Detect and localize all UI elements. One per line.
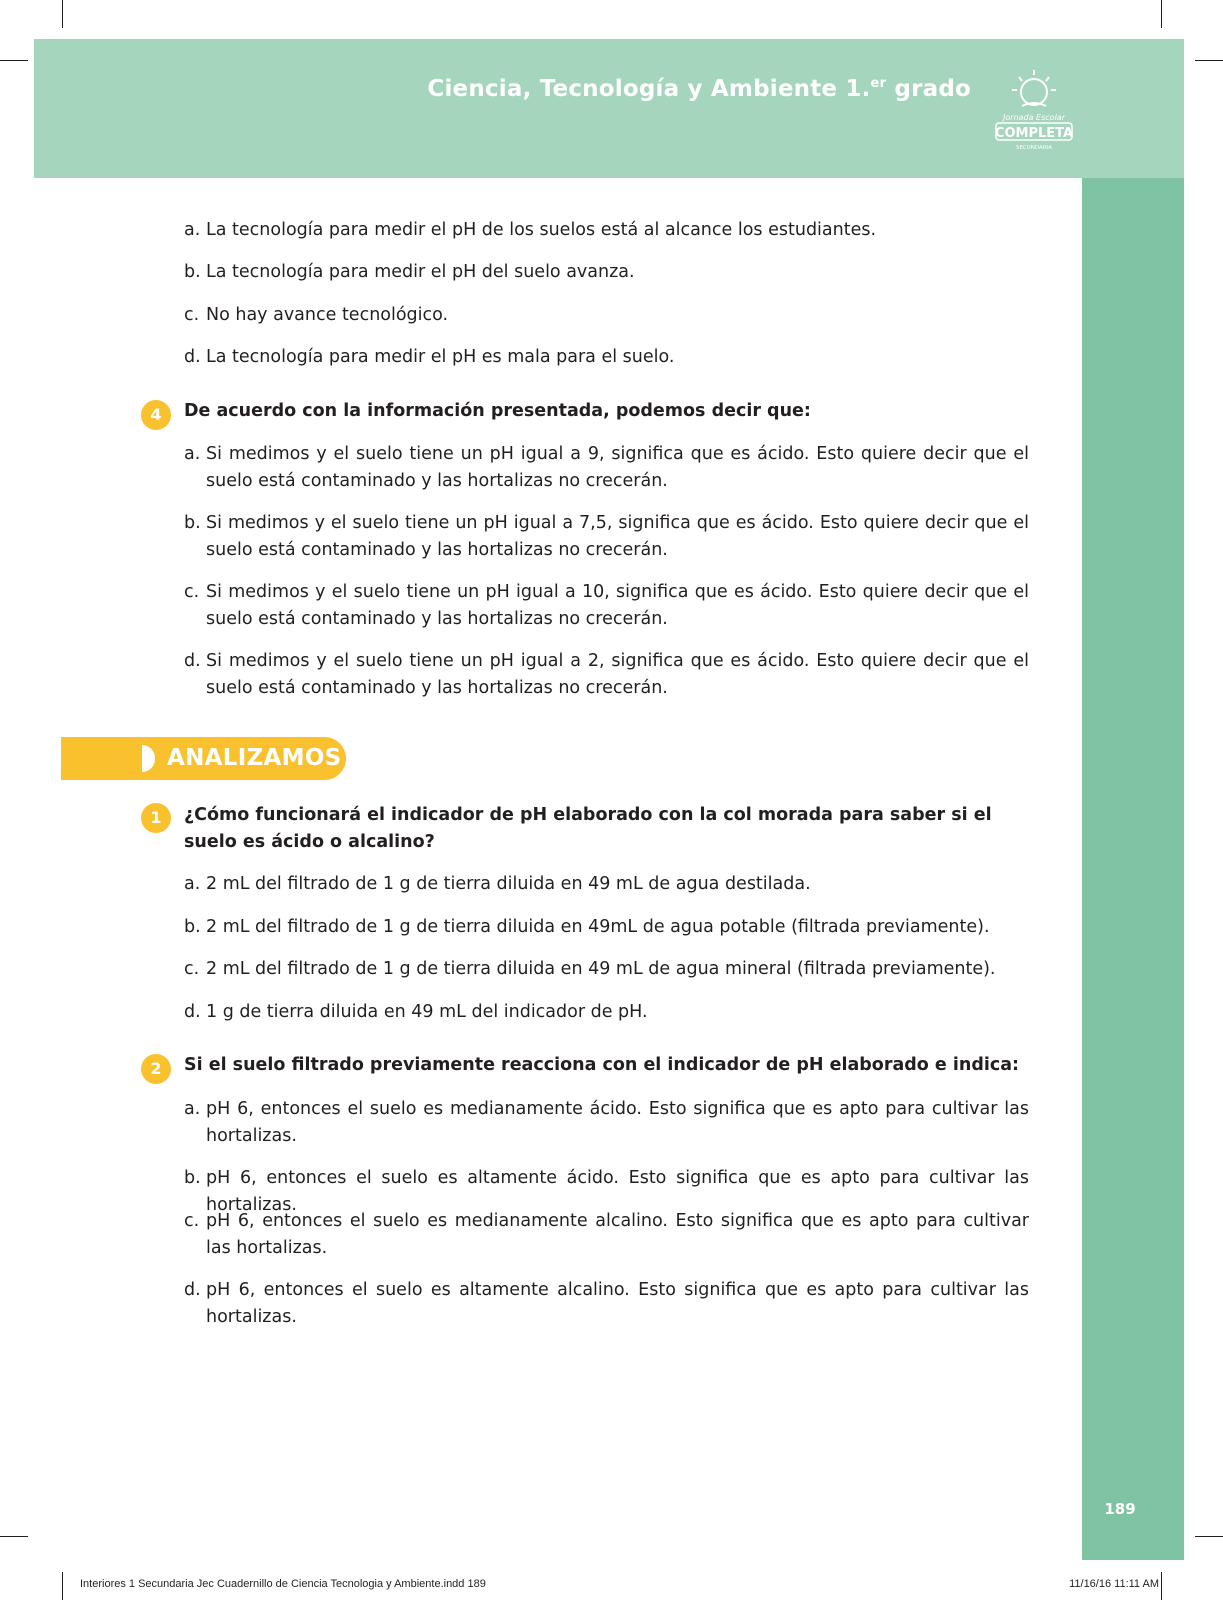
question-text: ¿Cómo funcionará el indicador de pH elaborado con la col morada para saber si el suelo es ácido o alcalino?: [184, 805, 992, 852]
question-text: De acuerdo con la información presentada, podemos decir que:: [184, 401, 811, 421]
question-number-badge: 2: [141, 1054, 171, 1084]
list-item: a. La tecnología para medir el pH de los suelos está al alcance los estudiantes.: [184, 220, 877, 240]
section-tab-analizamos: [61, 737, 346, 780]
crop-mark: [0, 1536, 28, 1537]
half-circle-icon: [142, 745, 155, 772]
list-item: a. pH 6, entonces el suelo es medianamente ácido. Esto significa que es apto para cultivar las hortalizas.: [184, 1099, 1029, 1146]
sun-book-logo-icon: [1012, 70, 1056, 106]
logo-line3: SECUNDARIA: [1015, 145, 1053, 151]
list-item: c. 2 mL del filtrado de 1 g de tierra diluida en 49 mL de agua mineral (filtrada previamente).: [184, 959, 996, 979]
crop-mark: [1161, 0, 1162, 28]
question-text: Si el suelo filtrado previamente reacciona con el indicador de pH elaborado e indica:: [184, 1055, 1020, 1075]
page-number: 189: [1103, 1492, 1137, 1526]
crop-mark: [1161, 1572, 1162, 1600]
list-item: b. Si medimos y el suelo tiene un pH igual a 7,5, significa que es ácido. Esto quiere decir que el suelo está contaminado y las hortalizas no crecerán.: [184, 513, 1029, 560]
list-item: c. Si medimos y el suelo tiene un pH igual a 10, significa que es ácido. Esto quiere decir que el suelo está contaminado y las hortalizas no crecerán.: [184, 582, 1029, 629]
crop-mark: [1195, 1536, 1223, 1537]
list-item: b. La tecnología para medir el pH del suelo avanza.: [184, 262, 635, 282]
list-item: a. Si medimos y el suelo tiene un pH igual a 9, significa que es ácido. Esto quiere decir que el suelo está contaminado y las hortalizas no crecerán.: [184, 444, 1029, 491]
logo-line1: Jornada Escolar: [1003, 113, 1065, 122]
list-item: b. 2 mL del filtrado de 1 g de tierra diluida en 49mL de agua potable (filtrada previamente).: [184, 917, 990, 937]
list-item: c. No hay avance tecnológico.: [184, 305, 449, 325]
footer-datetime: 11/16/16 11:11 AM: [1069, 1578, 1159, 1590]
footer-file-name: Interiores 1 Secundaria Jec Cuadernillo de Ciencia Tecnologia y Ambiente.indd 189: [80, 1578, 486, 1590]
list-item: d. La tecnología para medir el pH es mala para el suelo.: [184, 347, 675, 367]
side-band: [1082, 178, 1184, 1560]
list-item: b. pH 6, entonces el suelo es altamente ácido. Esto significa que es apto para cultivar las hortalizas.: [184, 1168, 1029, 1215]
crop-mark: [62, 1572, 63, 1600]
jornada-escolar-logo: [992, 60, 1076, 156]
header-title: Ciencia, Tecnología y Ambiente 1.$^{er}$ grado: [427, 76, 971, 102]
logo-line2: COMPLETA: [994, 126, 1074, 141]
list-item: c. pH 6, entonces el suelo es medianamente alcalino. Esto significa que es apto para cultivar las hortalizas.: [184, 1211, 1029, 1258]
question-number-badge: 4: [141, 400, 171, 430]
section-title: ANALIZAMOS: [167, 745, 342, 771]
list-item: d. Si medimos y el suelo tiene un pH igual a 2, significa que es ácido. Esto quiere decir que el suelo está contaminado y las hortalizas no crecerán.: [184, 651, 1029, 698]
crop-mark: [0, 60, 28, 61]
list-item: d. pH 6, entonces el suelo es altamente alcalino. Esto significa que es apto para cultivar las hortalizas.: [184, 1280, 1029, 1327]
list-item: a. 2 mL del filtrado de 1 g de tierra diluida en 49 mL de agua destilada.: [184, 874, 811, 894]
question-number-badge: 1: [141, 803, 171, 833]
crop-mark: [1195, 60, 1223, 61]
list-item: d. 1 g de tierra diluida en 49 mL del indicador de pH.: [184, 1002, 648, 1022]
crop-mark: [62, 0, 63, 28]
